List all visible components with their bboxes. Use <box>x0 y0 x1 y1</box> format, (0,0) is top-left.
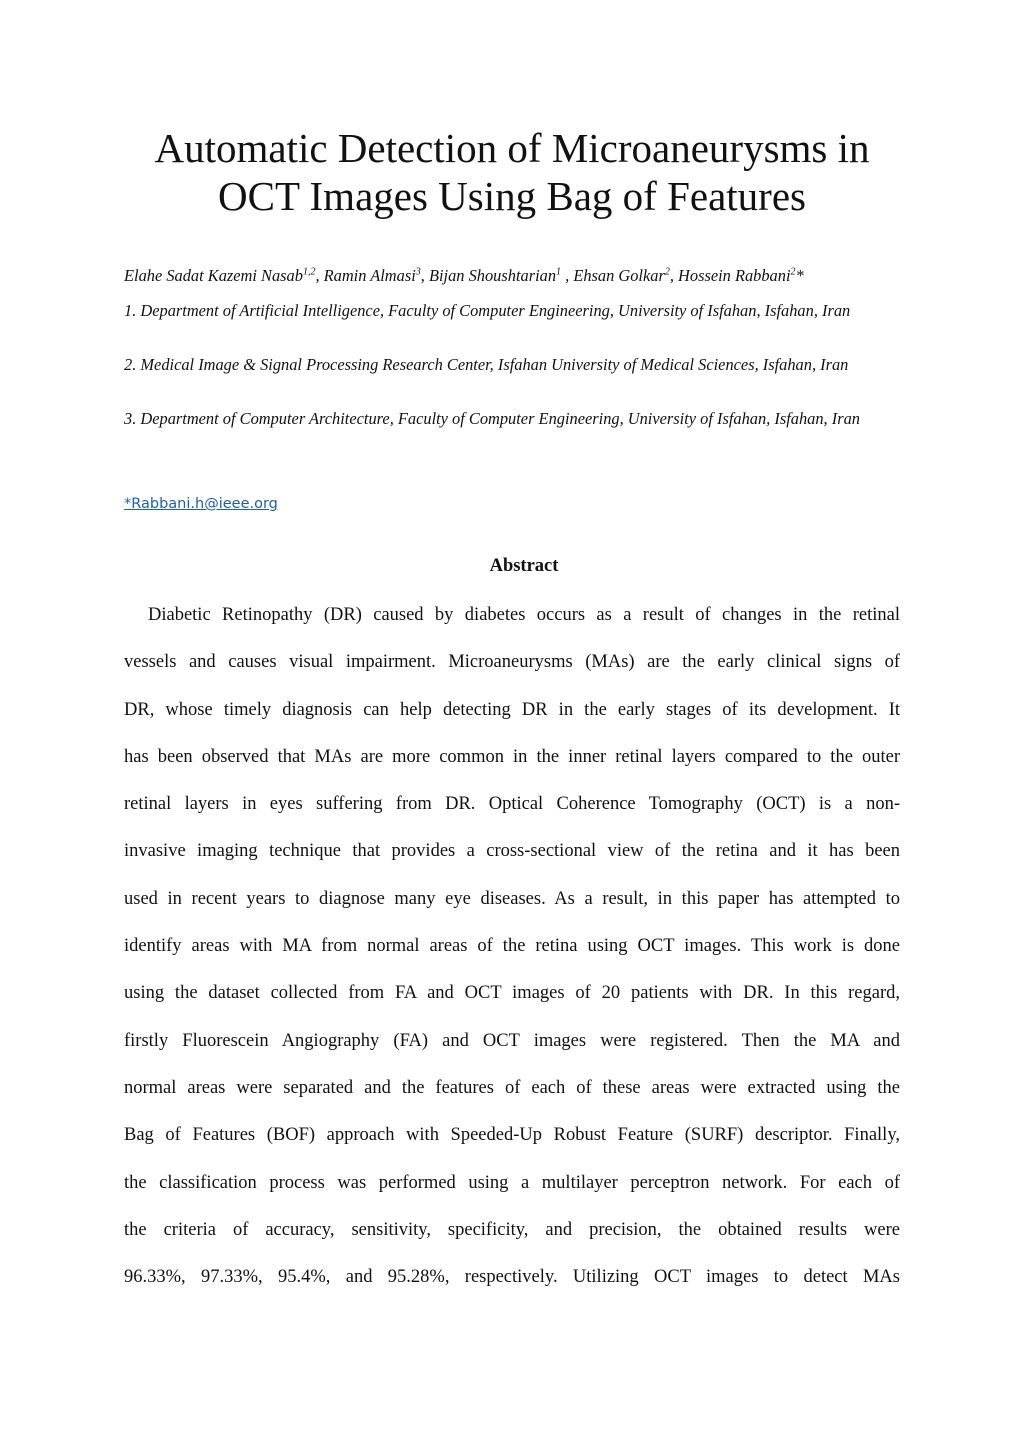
corresponding-author-marker: * <box>795 266 804 285</box>
author-name: Hossein Rabbani <box>678 266 791 285</box>
author-separator: , <box>669 266 679 285</box>
abstract-line: retinal layers in eyes suffering from DR. Optical Coherence Tomography (OCT) is a non- <box>124 794 900 815</box>
author-separator: , <box>315 266 324 285</box>
abstract-line: the criteria of accuracy, sensitivity, specificity, and precision, the obtained results were <box>124 1219 900 1240</box>
abstract-body <box>124 592 900 1301</box>
author-affiliation-marker: 2 <box>664 266 670 278</box>
abstract-line: the classification process was performed using a multilayer perceptron network. For each of <box>124 1172 900 1193</box>
abstract-line: invasive imaging technique that provides a cross-sectional view of the retina and it has been <box>124 841 900 862</box>
author-name: Ramin Almasi <box>323 266 416 285</box>
abstract-heading: Abstract <box>489 556 559 576</box>
abstract-line: firstly Fluorescein Angiography (FA) and OCT images were registered. Then the MA and <box>124 1030 900 1051</box>
abstract-line: Diabetic Retinopathy (DR) caused by diabetes occurs as a result of changes in the retinal <box>148 605 900 625</box>
paper-title <box>80 124 944 220</box>
affiliation-3: 3. Department of Computer Architecture, Faculty of Computer Engineering, University of Isfahan, Isfahan, Iran <box>124 409 860 428</box>
paper-title-line: Automatic Detection of Microaneurysms in <box>154 125 870 171</box>
abstract-line: Bag of Features (BOF) approach with Speeded-Up Robust Feature (SURF) descriptor. Finally, <box>124 1125 900 1146</box>
author-affiliation-marker: 3 <box>415 266 421 278</box>
author-name: Ehsan Golkar <box>573 266 665 285</box>
author-separator: , <box>561 266 574 285</box>
author-separator: , <box>420 266 429 285</box>
author-name: Elahe Sadat Kazemi Nasab <box>124 266 303 285</box>
author-affiliation-marker: 1 <box>556 266 562 278</box>
abstract-line: used in recent years to diagnose many eye diseases. As a result, in this paper has attempted to <box>124 888 900 909</box>
author-list <box>124 265 904 287</box>
abstract-line: 96.33%, 97.33%, 95.4%, and 95.28%, respectively. Utilizing OCT images to detect MAs <box>124 1267 900 1288</box>
paper-title-line: OCT Images Using Bag of Features <box>218 173 806 219</box>
abstract-line: using the dataset collected from FA and OCT images of 20 patients with DR. In this regard, <box>124 983 900 1004</box>
abstract-line: has been observed that MAs are more common in the inner retinal layers compared to the outer <box>124 746 900 767</box>
abstract-line: DR, whose timely diagnosis can help detecting DR in the early stages of its development. It <box>124 699 900 720</box>
author-affiliation-marker: 1,2 <box>302 266 316 278</box>
abstract-line: identify areas with MA from normal areas of the retina using OCT images. This work is done <box>124 936 900 957</box>
affiliation-1: 1. Department of Artificial Intelligence, Faculty of Computer Engineering, University of Isfahan, Isfahan, Iran <box>124 301 851 320</box>
abstract-line: vessels and causes visual impairment. Microaneurysms (MAs) are the early clinical signs of <box>124 652 900 673</box>
author-affiliation-marker: 2 <box>790 266 796 278</box>
corresponding-email-link[interactable]: *Rabbani.h@ieee.org <box>124 496 278 512</box>
affiliation-2: 2. Medical Image & Signal Processing Research Center, Isfahan University of Medical Sciences, Isfahan, Iran <box>124 355 849 374</box>
author-name: Bijan Shoushtarian <box>428 266 557 285</box>
abstract-line: normal areas were separated and the features of each of these areas were extracted using the <box>124 1077 900 1098</box>
